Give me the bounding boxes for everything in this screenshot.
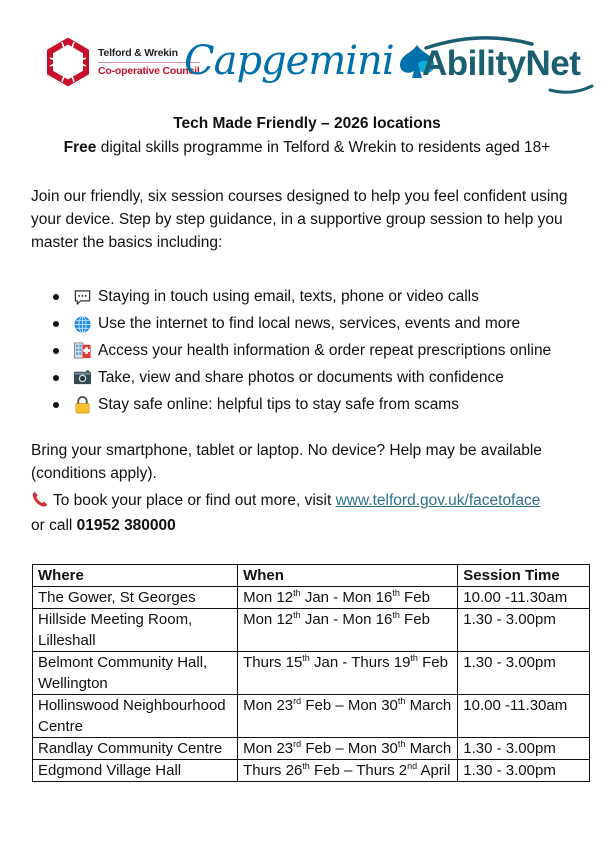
list-item bbox=[31, 311, 601, 338]
booking-link[interactable]: www.telford.gov.uk/facetoface bbox=[335, 492, 541, 509]
table-row bbox=[33, 652, 590, 695]
cell-where: The Gower, St Georges bbox=[33, 587, 238, 609]
column-header-session-time: Session Time bbox=[458, 565, 590, 587]
hospital-icon bbox=[73, 341, 92, 360]
date-text: April bbox=[417, 762, 451, 779]
cell-when bbox=[238, 695, 458, 738]
bullet-text: Staying in touch using email, texts, phone or video calls bbox=[98, 288, 479, 306]
cell-session-time: 1.30 - 3.00pm bbox=[458, 738, 590, 760]
intro-paragraph: Join our friendly, six session courses designed to help you feel confident using your device. Step by step guidance, in a supportive group session to help you master the basics including: bbox=[31, 188, 568, 251]
date-text: Feb bbox=[399, 589, 430, 606]
bullet-text: Use the internet to find local news, services, events and more bbox=[98, 315, 521, 333]
bullet-text: Stay safe online: helpful tips to stay safe from scams bbox=[98, 395, 459, 413]
ordinal-suffix: rd bbox=[293, 739, 302, 749]
ordinal-suffix: th bbox=[302, 653, 310, 663]
cell-where: Belmont Community Hall, Wellington bbox=[33, 652, 238, 695]
date-text: Mon 23 bbox=[243, 697, 294, 714]
telford-logo-line2: Co-operative Council bbox=[98, 64, 200, 77]
ordinal-suffix: th bbox=[293, 610, 301, 620]
ordinal-suffix: nd bbox=[407, 761, 418, 771]
date-text: Mon 23 bbox=[243, 740, 294, 757]
cell-when bbox=[238, 738, 458, 760]
ordinal-suffix: th bbox=[397, 696, 406, 706]
telephone-icon bbox=[31, 490, 49, 508]
cell-when bbox=[238, 652, 458, 695]
list-item bbox=[31, 364, 601, 391]
subtitle-rest: digital skills programme in Telford & Wrekin to residents aged 18+ bbox=[96, 139, 551, 156]
table-header-row bbox=[33, 565, 590, 587]
table-row bbox=[33, 738, 590, 760]
globe-icon bbox=[73, 315, 92, 334]
date-text: Mon 12 bbox=[243, 589, 294, 606]
bullet-dot bbox=[53, 375, 59, 381]
camera-icon bbox=[73, 368, 92, 387]
date-text: Feb – Mon 30 bbox=[301, 740, 398, 757]
telford-logo-line1: Telford & Wrekin bbox=[98, 47, 200, 63]
padlock-icon bbox=[73, 395, 92, 414]
date-text: Thurs 26 bbox=[243, 762, 303, 779]
table-row bbox=[33, 695, 590, 738]
cell-session-time: 10.00 -11.30am bbox=[458, 587, 590, 609]
date-text: Feb – Thurs 2 bbox=[309, 762, 408, 779]
cell-session-time: 1.30 - 3.00pm bbox=[458, 760, 590, 782]
cell-when bbox=[238, 609, 458, 652]
date-text: Feb bbox=[399, 611, 430, 628]
date-text: Thurs 15 bbox=[243, 654, 303, 671]
date-text: Feb bbox=[417, 654, 448, 671]
column-header-where: Where bbox=[33, 565, 238, 587]
cell-where: Randlay Community Centre bbox=[33, 738, 238, 760]
call-prefix: or call bbox=[31, 517, 77, 534]
telford-wrekin-emblem-icon bbox=[44, 38, 92, 86]
abilitynet-wordmark: AbilityNet bbox=[422, 44, 581, 83]
subtitle-free: Free bbox=[63, 139, 97, 156]
bullet-dot bbox=[53, 294, 59, 300]
date-text: March bbox=[405, 697, 452, 714]
date-text: Mon 12 bbox=[243, 611, 294, 628]
cell-where: Edgmond Village Hall bbox=[33, 760, 238, 782]
bullet-text: Access your health information & order repeat prescriptions online bbox=[98, 341, 552, 359]
ordinal-suffix: th bbox=[392, 610, 400, 620]
bullet-dot bbox=[53, 402, 59, 408]
ordinal-suffix: rd bbox=[293, 696, 302, 706]
ordinal-suffix: th bbox=[397, 739, 406, 749]
date-text: Jan - Mon 16 bbox=[300, 589, 393, 606]
bullet-dot bbox=[53, 321, 59, 327]
speech-bubble-icon bbox=[73, 288, 92, 307]
cell-when bbox=[238, 760, 458, 782]
date-text: Jan - Thurs 19 bbox=[309, 654, 411, 671]
cell-session-time: 10.00 -11.30am bbox=[458, 695, 590, 738]
cell-where: Hillside Meeting Room, Lilleshall bbox=[33, 609, 238, 652]
capgemini-logo bbox=[184, 38, 438, 84]
list-item bbox=[31, 391, 601, 418]
page-title: Tech Made Friendly – 2026 locations bbox=[173, 115, 441, 132]
schedule-table bbox=[32, 564, 590, 782]
ordinal-suffix: th bbox=[302, 761, 310, 771]
call-line bbox=[31, 514, 591, 537]
partner-logos bbox=[0, 0, 614, 110]
column-header-when: When bbox=[238, 565, 458, 587]
list-item bbox=[31, 284, 601, 311]
ordinal-suffix: th bbox=[392, 588, 400, 598]
table-row bbox=[33, 609, 590, 652]
skills-list bbox=[31, 284, 601, 418]
ordinal-suffix: th bbox=[293, 588, 301, 598]
cell-session-time: 1.30 - 3.00pm bbox=[458, 609, 590, 652]
list-item bbox=[31, 338, 601, 365]
capgemini-wordmark: Capgemini bbox=[184, 38, 394, 84]
table-row bbox=[33, 587, 590, 609]
table-row bbox=[33, 760, 590, 782]
ordinal-suffix: th bbox=[410, 653, 418, 663]
date-text: Jan - Mon 16 bbox=[300, 611, 393, 628]
date-text: Feb – Mon 30 bbox=[301, 697, 398, 714]
date-text: March bbox=[405, 740, 452, 757]
bring-device-paragraph: Bring your smartphone, tablet or laptop. No device? Help may be available (conditions apply). bbox=[31, 442, 542, 482]
cell-where: Hollinswood Neighbourhood Centre bbox=[33, 695, 238, 738]
abilitynet-logo bbox=[420, 28, 598, 100]
bullet-dot bbox=[53, 348, 59, 354]
booking-text: To book your place or find out more, visit bbox=[53, 492, 336, 509]
telford-wrekin-logo bbox=[44, 38, 200, 86]
bullet-text: Take, view and share photos or documents with confidence bbox=[98, 368, 504, 386]
phone-number: 01952 380000 bbox=[76, 517, 176, 534]
booking-line bbox=[31, 489, 591, 512]
cell-session-time: 1.30 - 3.00pm bbox=[458, 652, 590, 695]
page-subtitle bbox=[0, 139, 614, 157]
cell-when bbox=[238, 587, 458, 609]
